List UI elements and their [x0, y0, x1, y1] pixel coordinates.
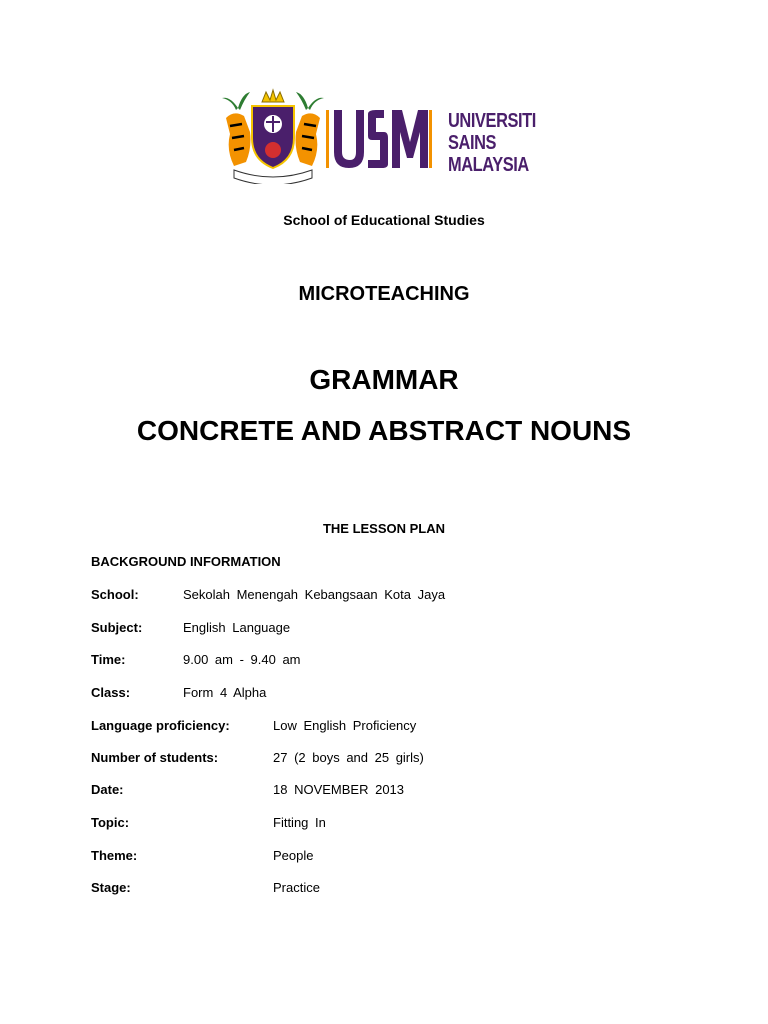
detail-label: Theme: [91, 848, 138, 863]
detail-label: Subject: [91, 620, 143, 635]
university-name-line-2: SAINS [448, 132, 497, 154]
university-name [448, 110, 536, 176]
background-heading: BACKGROUND INFORMATION [91, 554, 281, 569]
usm-logo-icon [326, 108, 432, 170]
detail-label: School: [91, 587, 139, 602]
detail-value: 18 NOVEMBER 2013 [273, 782, 405, 797]
school-name: School of Educational Studies [283, 212, 485, 228]
detail-value: Fitting In [273, 815, 326, 830]
detail-label: Language proficiency: [91, 718, 230, 733]
detail-value: 27 (2 boys and 25 girls) [273, 750, 424, 765]
university-name-line-1: UNIVERSITI [448, 110, 536, 132]
detail-value: Low English Proficiency [273, 718, 417, 733]
detail-value: Sekolah Menengah Kebangsaan Kota Jaya [183, 587, 446, 602]
detail-label: Number of students: [91, 750, 219, 765]
university-logo [220, 88, 540, 188]
detail-label: Class: [91, 685, 131, 700]
title-line-1: GRAMMAR [309, 364, 459, 395]
crest-icon [220, 88, 326, 184]
title-line-2: CONCRETE AND ABSTRACT NOUNS [136, 415, 632, 446]
detail-label: Topic: [91, 815, 130, 830]
detail-label: Time: [91, 652, 126, 667]
detail-value: People [273, 848, 314, 863]
detail-value: English Language [183, 620, 291, 635]
course-name: MICROTEACHING [298, 283, 470, 305]
detail-value: Form 4 Alpha [183, 685, 267, 700]
detail-value: Practice [273, 880, 320, 895]
detail-label: Date: [91, 782, 124, 797]
lesson-plan-heading: THE LESSON PLAN [322, 521, 446, 536]
detail-label: Stage: [91, 880, 131, 895]
university-name-line-3: MALAYSIA [448, 154, 529, 176]
detail-value: 9.00 am - 9.40 am [183, 652, 301, 667]
